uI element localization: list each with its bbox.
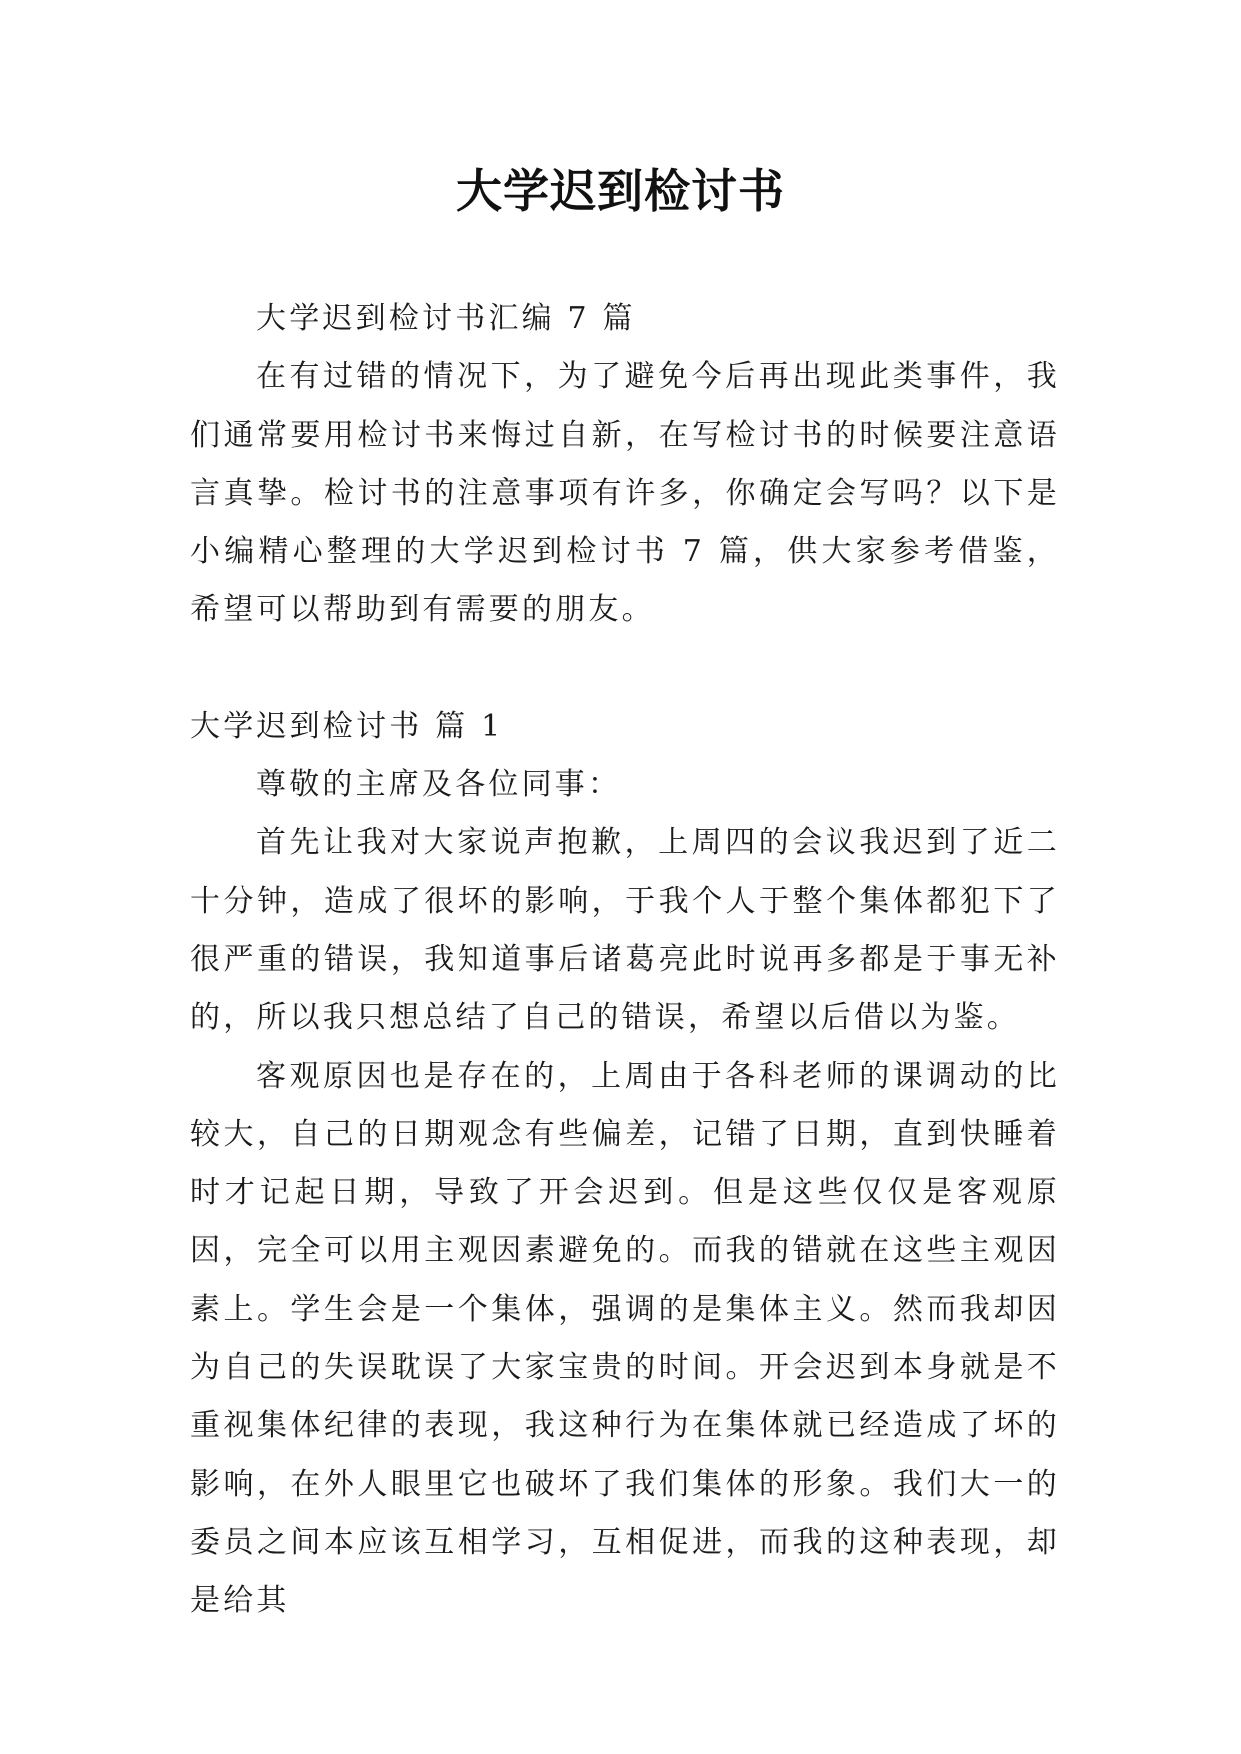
document-subtitle: 大学迟到检讨书汇编 7 篇 [256,301,636,336]
section-spacer [190,640,1060,698]
section-heading: 大学迟到检讨书 篇 1 [190,708,504,744]
intro-paragraph: 在有过错的情况下，为了避免今后再出现此类事件，我们通常要用检讨书来悔过自新，在写检讨书的时候要注意语言真挚。检讨书的注意事项有许多，你确定会写吗？以下是小编精心整理的大学迟到检讨书 7 篇，供大家参考借鉴，希望可以帮助到有需要的朋友。 [190,359,1060,628]
body-paragraph: 客观原因也是存在的，上周由于各科老师的课调动的比较大，自己的日期观念有些偏差，记错了日期，直到快睡着时才记起日期，导致了开会迟到。但是这些仅仅是客观原因，完全可以用主观因素避免的。而我的错就在这些主观因素上。学生会是一个集体，强调的是集体主义。然而我却因为自己的失误耽误了大家宝贵的时间。开会迟到本身就是不重视集体纪律的表现，我这种行为在集体就已经造成了坏的影响，在外人眼里它也破坏了我们集体的形象。我们大一的委员之间本应该互相学习，互相促进，而我的这种表现，却是给其 [190,1058,1060,1619]
document-title: 大学迟到检讨书 [456,164,785,218]
salutation: 尊敬的主席及各位同事： [256,767,622,803]
document-body [190,290,1060,1631]
body-paragraph: 首先让我对大家说声抱歉，上周四的会议我迟到了近二十分钟，造成了很坏的影响，于我个人于整个集体都犯下了很严重的错误，我知道事后诸葛亮此时说再多都是于事无补的，所以我只想总结了自己的错误，希望以后借以为鉴。 [190,825,1060,1036]
